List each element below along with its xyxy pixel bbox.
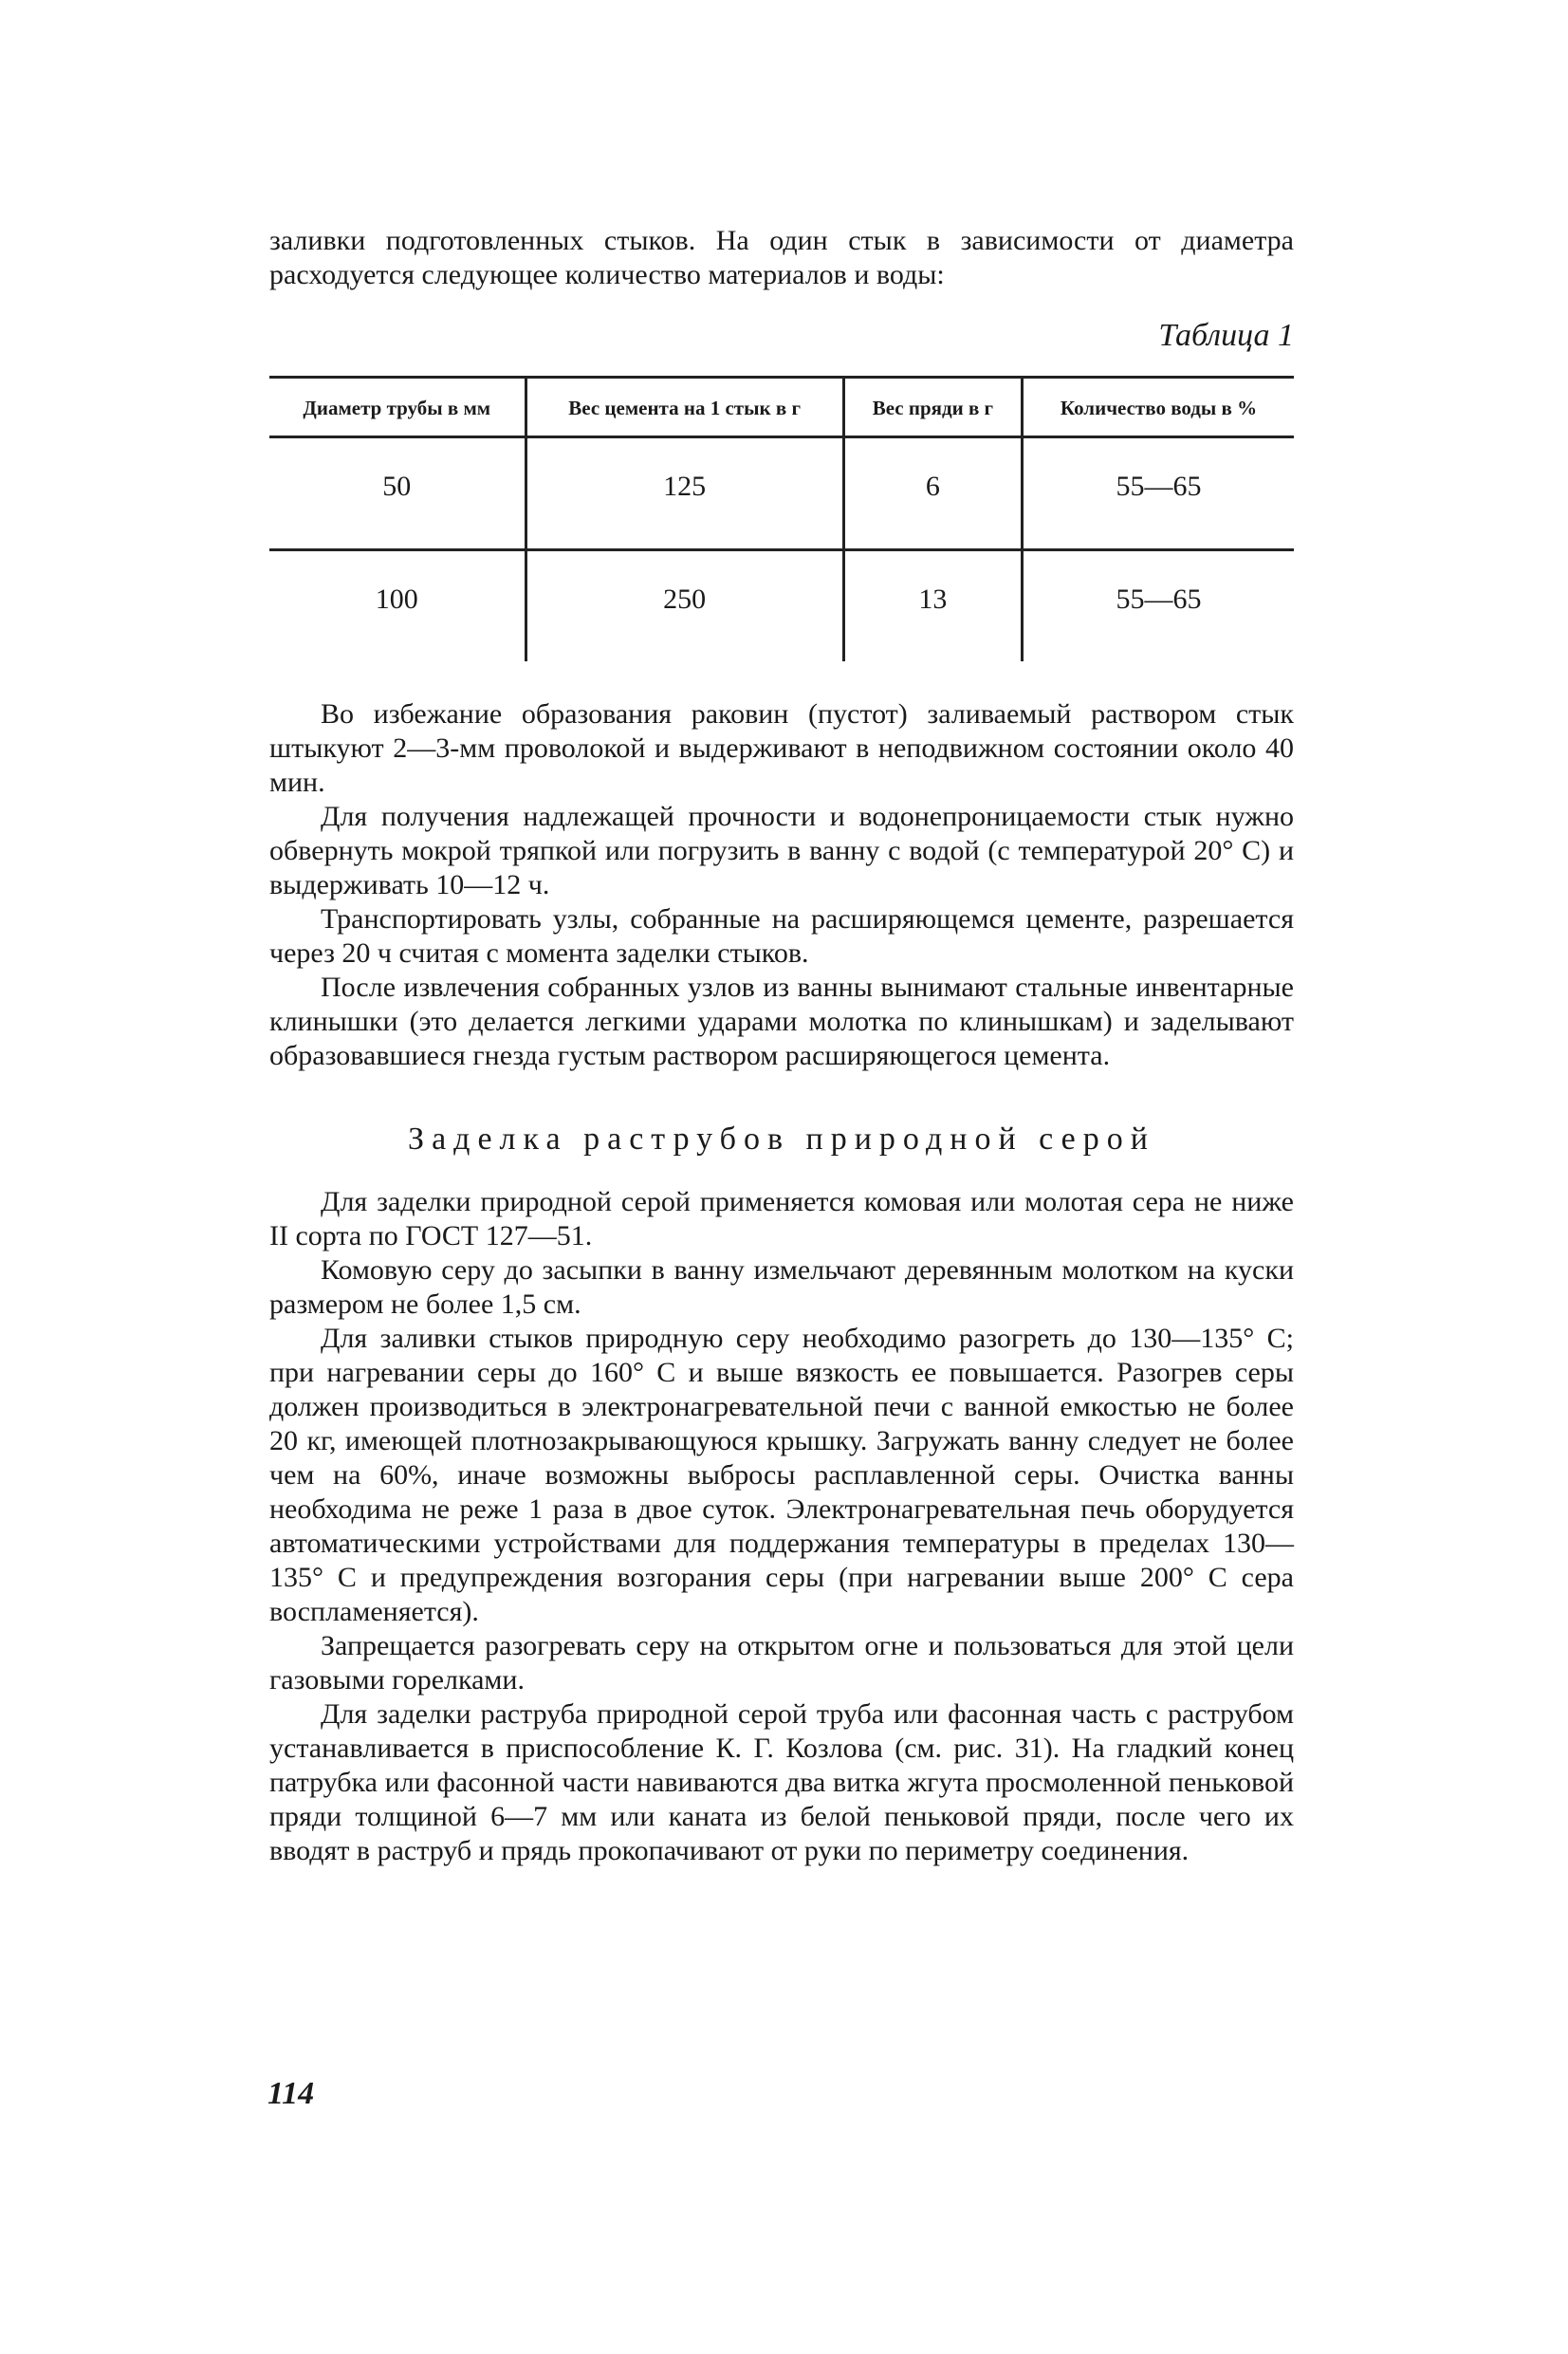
table-header-row: [269, 378, 1294, 437]
paragraph-group-sulfur: [269, 1185, 1294, 1868]
paragraph: Для получения надлежащей прочности и водонепроницаемости стык нужно обвернуть мокрой тряпкой или погрузить в ванну с водой (с температурой 20° С) и выдерживать 10—12 ч.: [269, 801, 1294, 900]
paragraph: Комовую серу до засыпки в ванну измельчают деревянным молотком на куски размером не более 1,5 см.: [269, 1254, 1294, 1320]
header-diameter: Диаметр трубы в мм: [269, 378, 526, 437]
paragraph: Запрещается разогревать серу на открытом огне и пользоваться для этой цели газовыми горелками.: [269, 1630, 1294, 1696]
cell-diameter: 100: [269, 550, 526, 662]
paragraph-group-cement: [269, 697, 1294, 1073]
cell-cement: 250: [526, 550, 843, 662]
paragraph: Для заделки природной серой применяется комовая или молотая сера не ниже II сорта по ГОСТ 127—51.: [269, 1186, 1294, 1251]
section-heading: Заделка раструбов природной серой: [408, 1121, 1155, 1157]
cell-cement: 125: [526, 437, 843, 550]
paragraph: Для заделки раструба природной серой труба или фасонная часть с раструбом устанавливается в приспособление К. Г. Козлова (см. рис. 31). На гладкий конец патрубка или фасонной части навиваются два витка жгута просмоленной пеньковой пряди толщиной 6—7 мм или каната из белой пеньковой пряди, после чего их вводят в раструб и прядь прокопачивают от руки по периметру соединения.: [269, 1698, 1294, 1866]
table-row: [269, 550, 1294, 662]
intro-paragraph: заливки подготовленных стыков. На один стык в зависимости от диаметра расходуется следующее количество материалов и воды:: [269, 225, 1294, 290]
paragraph: Транспортировать узлы, собранные на расширяющемся цементе, разрешается через 20 ч считая с момента заделки стыков.: [269, 903, 1294, 969]
materials-table: [269, 376, 1294, 661]
cell-strand: 13: [843, 550, 1022, 662]
table-caption: Таблица 1: [1158, 318, 1294, 353]
cell-water: 55—65: [1023, 550, 1294, 662]
paragraph: После извлечения собранных узлов из ванны вынимают стальные инвентарные клинышки (это делается легкими ударами молотка по клинышкам) и заделывают образовавшиеся гнезда густым раствором расширяющегося цемента.: [269, 972, 1294, 1071]
page-body: [269, 224, 1294, 1868]
cell-water: 55—65: [1023, 437, 1294, 550]
table-row: [269, 437, 1294, 550]
header-strand: Вес пряди в г: [843, 378, 1022, 437]
paragraph: Во избежание образования раковин (пустот) заливаемый раствором стык штыкуют 2—3-мм проволокой и выдерживают в неподвижном состоянии около 40 мин.: [269, 698, 1294, 798]
page-number: 114: [267, 2076, 315, 2111]
header-cement: Вес цемента на 1 стык в г: [526, 378, 843, 437]
header-water: Количество воды в %: [1023, 378, 1294, 437]
cell-strand: 6: [843, 437, 1022, 550]
paragraph: Для заливки стыков природную серу необходимо разогреть до 130—135° С; при нагревании серы до 160° С и выше вязкость ее повышается. Разогрев серы должен производиться в электронагревательной печи с ванной емкостью не более 20 кг, имеющей плотнозакрывающуюся крышку. Загружать ванну следует не более чем на 60%, иначе возможны выбросы расплавленной серы. Очистка ванны необходима не реже 1 раза в двое суток. Электронагревательная печь оборудуется автоматическими устройствами для поддержания температуры в пределах 130—135° С и предупреждения возгорания серы (при нагревании выше 200° С сера воспламеняется).: [269, 1323, 1294, 1627]
cell-diameter: 50: [382, 471, 412, 502]
